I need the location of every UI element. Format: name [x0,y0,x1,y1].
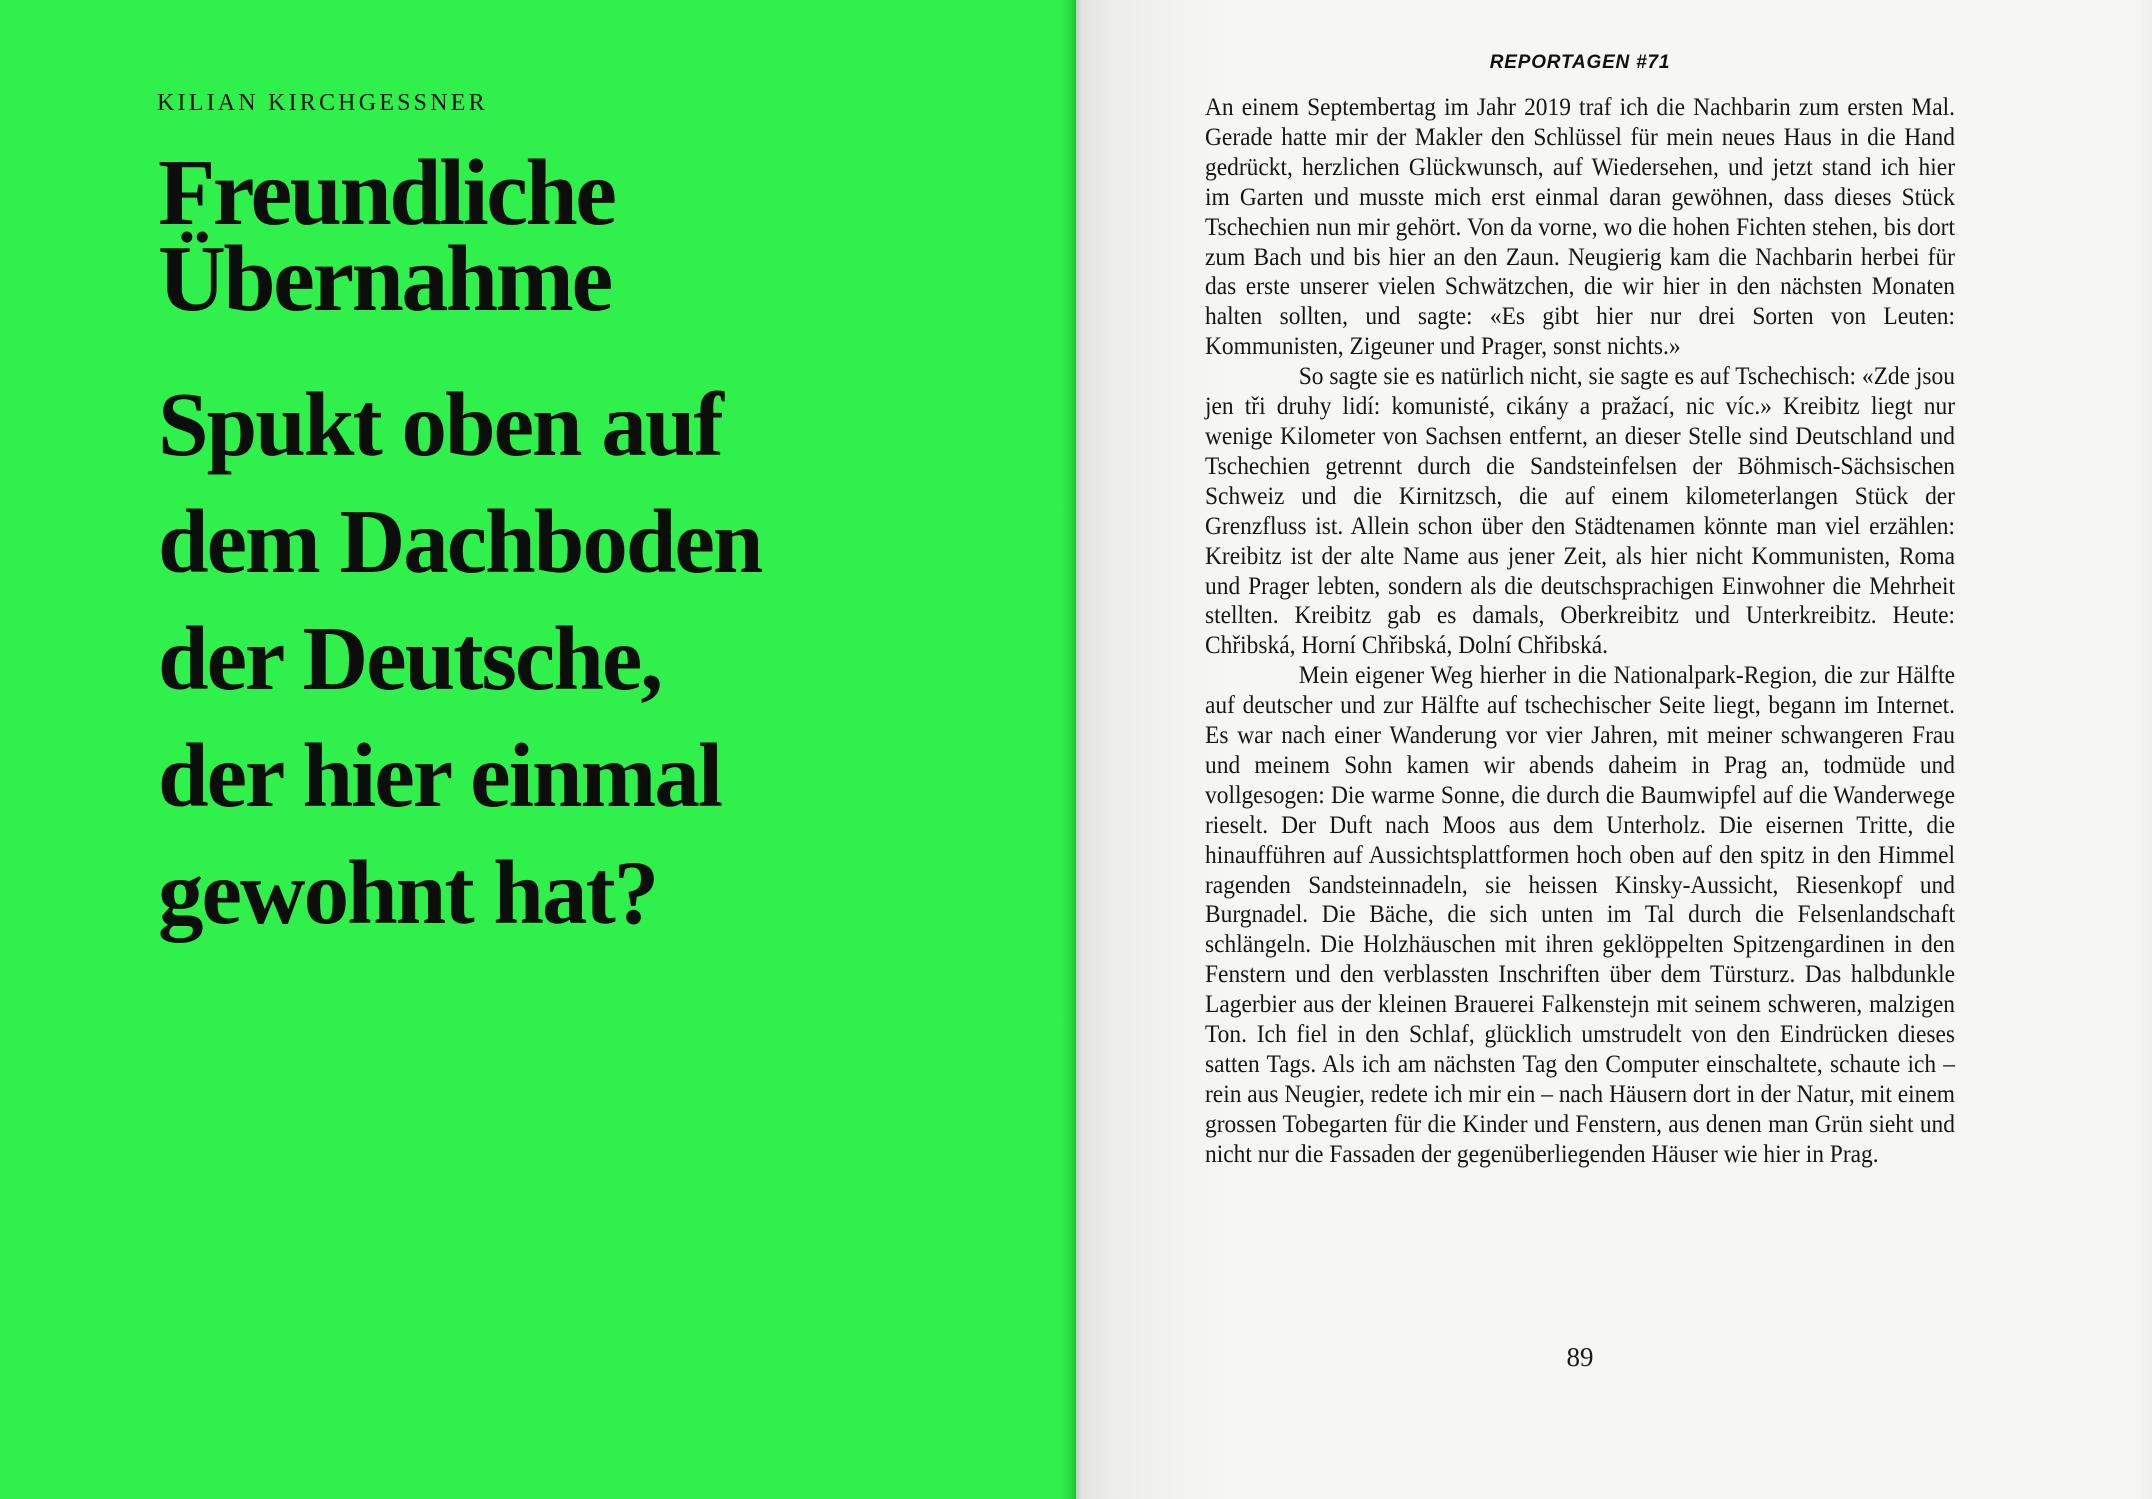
subhead-line: gewohnt hat? [158,842,658,943]
right-page [1076,0,2152,1499]
headline-line: Übernahme [158,227,611,331]
article-subhead [158,366,762,951]
running-header: REPORTAGEN #71 [1489,52,1671,73]
article-headline [158,141,615,331]
subhead-line: der hier einmal [158,725,722,826]
body-text-column [1205,93,1955,1170]
headline-line: Freundliche [158,141,615,245]
body-paragraph: So sagte sie es natürlich nicht, sie sagte es auf Tschechisch: «Zde jsou jen tři druhy lidí: komunisté, cikány a pražací, nic víc.» Kreibitz liegt nur wenige Kilometer von Sachsen entfernt, an dieser Stelle sind Deutschland und Tschechien getrennt durch die Sandsteinfelsen der Böhmisch-Sächsischen Schweiz und die Kirnitzsch, die auf einem kilometerlangen Stück der Grenzfluss ist. Allein schon über den Städtenamen könnte man viel erzählen: Kreibitz ist der alte Name aus jener Zeit, als hier nicht Kommunisten, Roma und Prager lebten, sondern als die deutschsprachigen Einwohner die Mehrheit stellten. Kreibitz gab es damals, Oberkreibitz und Unterkreibitz. Heute: Chřibská, Horní Chřibská, Dolní Chřibská. [1205,363,1955,660]
subhead-line: Spukt oben auf [158,374,722,475]
subhead-line: dem Dachboden [158,491,762,592]
page-number-folio: 89 [1566,1342,1594,1372]
body-paragraph: An einem Septembertag im Jahr 2019 traf ich die Nachbarin zum ersten Mal. Gerade hatte mir der Makler den Schlüssel für mein neues Haus in die Hand gedrückt, herzlichen Glückwunsch, auf Wiedersehen, und jetzt stand ich hier im Garten und musste mich erst einmal daran gewöhnen, dass dieses Stück Tschechien nun mir gehört. Von da vorne, wo die hohen Fichten stehen, bis dort zum Bach und bis hier an den Zaun. Neugierig kam die Nachbarin herbei für das erste unserer vielen Schwätzchen, die wir hier in den nächsten Monaten halten sollten, und sagte: «Es gibt hier nur drei Sorten von Leuten: Kommunisten, Zigeuner und Prager, sonst nichts.» [1205,94,1955,361]
body-text [1205,93,1955,1170]
subhead-line: der Deutsche, [158,608,662,709]
body-paragraph: Mein eigener Weg hierher in die Nationalpark-Region, die zur Hälfte auf deutscher und zur Hälfte auf tschechischer Seite liegt, begann im Internet. Es war nach einer Wanderung vor vier Jahren, mit meiner schwangeren Frau und meinem Sohn kamen wir abends daheim in Prag an, todmüde und vollgesogen: Die warme Sonne, die durch die Baumwipfel auf die Wanderwege rieselt. Der Duft nach Moos aus dem Unterholz. Die eisernen Tritte, die hinaufführen auf Aussichtsplattformen hoch oben auf den spitz in den Himmel ragenden Sandsteinnadeln, sie heissen Kinsky-Aussicht, Riesenkopf und Burgnadel. Die Bäche, die sich unten im Tal durch die Felsenlandschaft schlängeln. Die Holzhäuschen mit ihren geklöppelten Spitzengardinen in den Fenstern und den verblassten Inschriften über dem Türsturz. Das halbdunkle Lagerbier aus der kleinen Brauerei Falkenstejn mit seinem schweren, malzigen Ton. Ich fiel in den Schlaf, glücklich umstrudelt von den Eindrücken dieses satten Tags. Als ich am nächsten Tag den Computer einschaltete, schaute ich – rein aus Neugier, redete ich mir ein – nach Häusern dort in der Natur, mit einem grossen Tobegarten für die Kinder und Fenstern, aus denen man Grün sieht und nicht nur die Fassaden der gegenüberliegenden Häuser wie hier in Prag. [1205,662,1955,1168]
author-byline: KILIAN KIRCHGESSNER [157,90,488,116]
